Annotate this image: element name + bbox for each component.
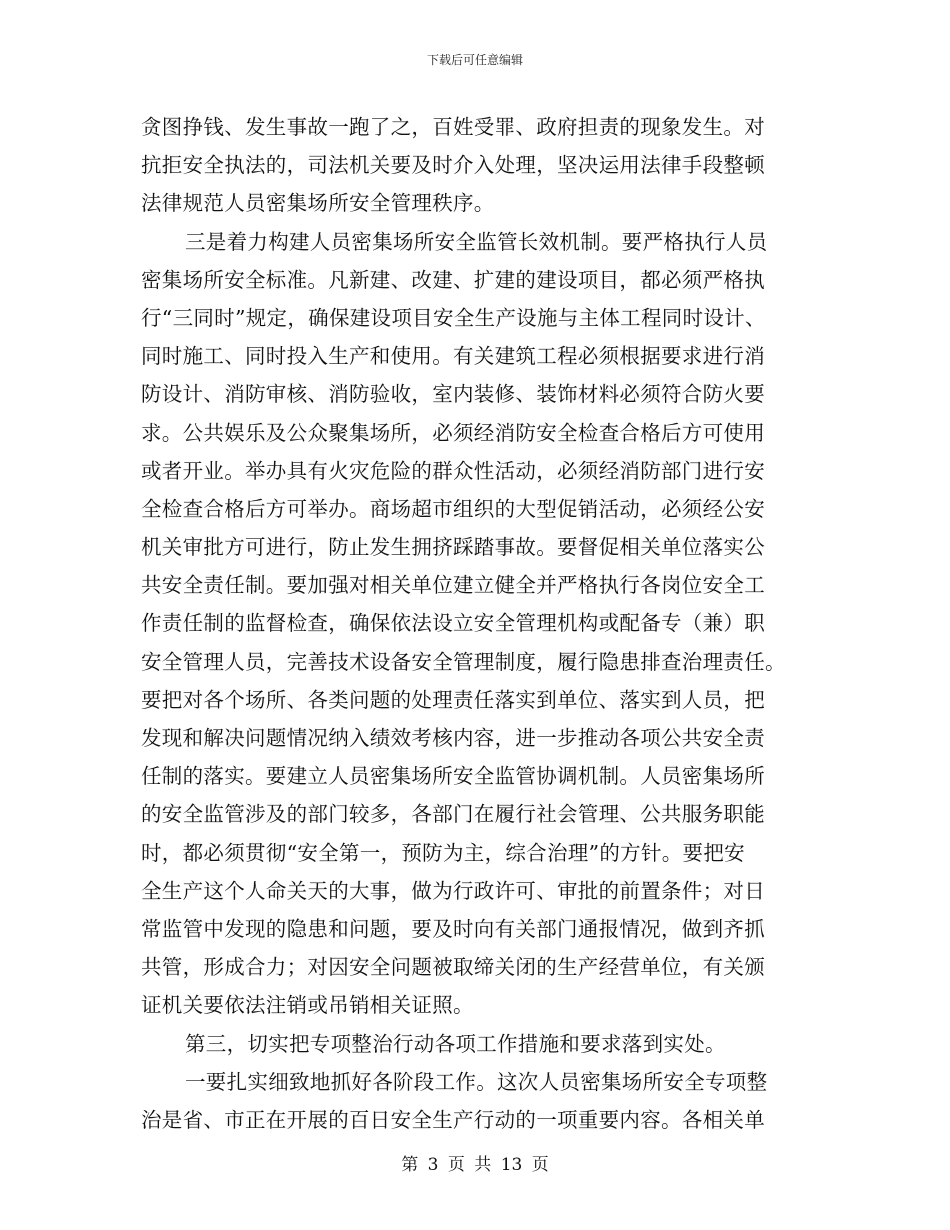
text-line: 时，都必须贯彻“安全第一，预防为主，综合治理”的方针。要把安: [141, 840, 745, 865]
text-line: 全生产这个人命关天的大事，做为行政许可、审批的前置条件；对日: [141, 878, 765, 903]
text-line: 求。公共娱乐及公众聚集场所，必须经消防安全检查合格后方可使用: [141, 420, 765, 445]
text-line: 或者开业。举办具有火灾危险的群众性活动，必须经消防部门进行安: [141, 458, 765, 483]
text-line: 法律规范人员密集场所安全管理秩序。: [141, 191, 495, 216]
text-line: 发现和解决问题情况纳入绩效考核内容，进一步推动各项公共安全责: [141, 726, 765, 750]
page-number: 第 3 页 共 13 页: [401, 1155, 549, 1175]
text-line: 机关审批方可进行，防止发生拥挤踩踏事故。要督促相关单位落实公: [141, 535, 765, 560]
paragraph-start-line: 三是着力构建人员密集场所安全监管长效机制。要严格执行人员: [185, 229, 768, 254]
text-line: 要把对各个场所、各类问题的处理责任落实到单位、落实到人员，把: [141, 687, 765, 712]
text-line: 全检查合格后方可举办。商场超市组织的大型促销活动，必须经公安: [141, 496, 765, 521]
section-heading-line: 第三，切实把专项整治行动各项工作措施和要求落到实处。: [185, 1031, 726, 1056]
text-line: 安全管理人员，完善技术设备安全管理制度，履行隐患排查治理责任。: [141, 649, 786, 674]
text-line: 任制的落实。要建立人员密集场所安全监管协调机制。人员密集场所: [141, 764, 765, 789]
text-line: 共管，形成合力；对因安全问题被取缔关闭的生产经营单位，有关颁: [141, 955, 765, 980]
paragraph-start-line: 一要扎实细致地抓好各阶段工作。这次人员密集场所安全专项整: [185, 1069, 768, 1094]
text-line: 防设计、消防审核、消防验收，室内装修、装饰材料必须符合防火要: [141, 382, 765, 407]
text-line: 常监管中发现的隐患和问题，要及时向有关部门通报情况，做到齐抓: [141, 916, 765, 941]
text-line: 的安全监管涉及的部门较多，各部门在履行社会管理、公共服务职能: [141, 802, 765, 827]
document-body: [141, 108, 813, 1139]
page-header: 下载后可任意编辑: [426, 53, 523, 67]
text-line: 贪图挣钱、发生事故一跑了之，百姓受罪、政府担责的现象发生。对: [141, 115, 765, 139]
text-line: 共安全责任制。要加强对相关单位建立健全并严格执行各岗位安全工: [141, 573, 765, 598]
text-line: 同时施工、同时投入生产和使用。有关建筑工程必须根据要求进行消: [141, 344, 765, 369]
text-line: 密集场所安全标准。凡新建、改建、扩建的建设项目，都必须严格执: [141, 267, 765, 292]
text-line: 治是省、市正在开展的百日安全生产行动的一项重要内容。各相关单: [141, 1107, 765, 1132]
text-line: 行“三同时”规定，确保建设项目安全生产设施与主体工程同时设计、: [141, 305, 766, 330]
text-line: 作责任制的监督检查，确保依法设立安全管理机构或配备专（兼）职: [141, 611, 765, 636]
text-line: 证机关要依法注销或吊销相关证照。: [141, 993, 474, 1018]
text-line: 抗拒安全执法的，司法机关要及时介入处理，坚决运用法律手段整顿: [141, 153, 765, 178]
